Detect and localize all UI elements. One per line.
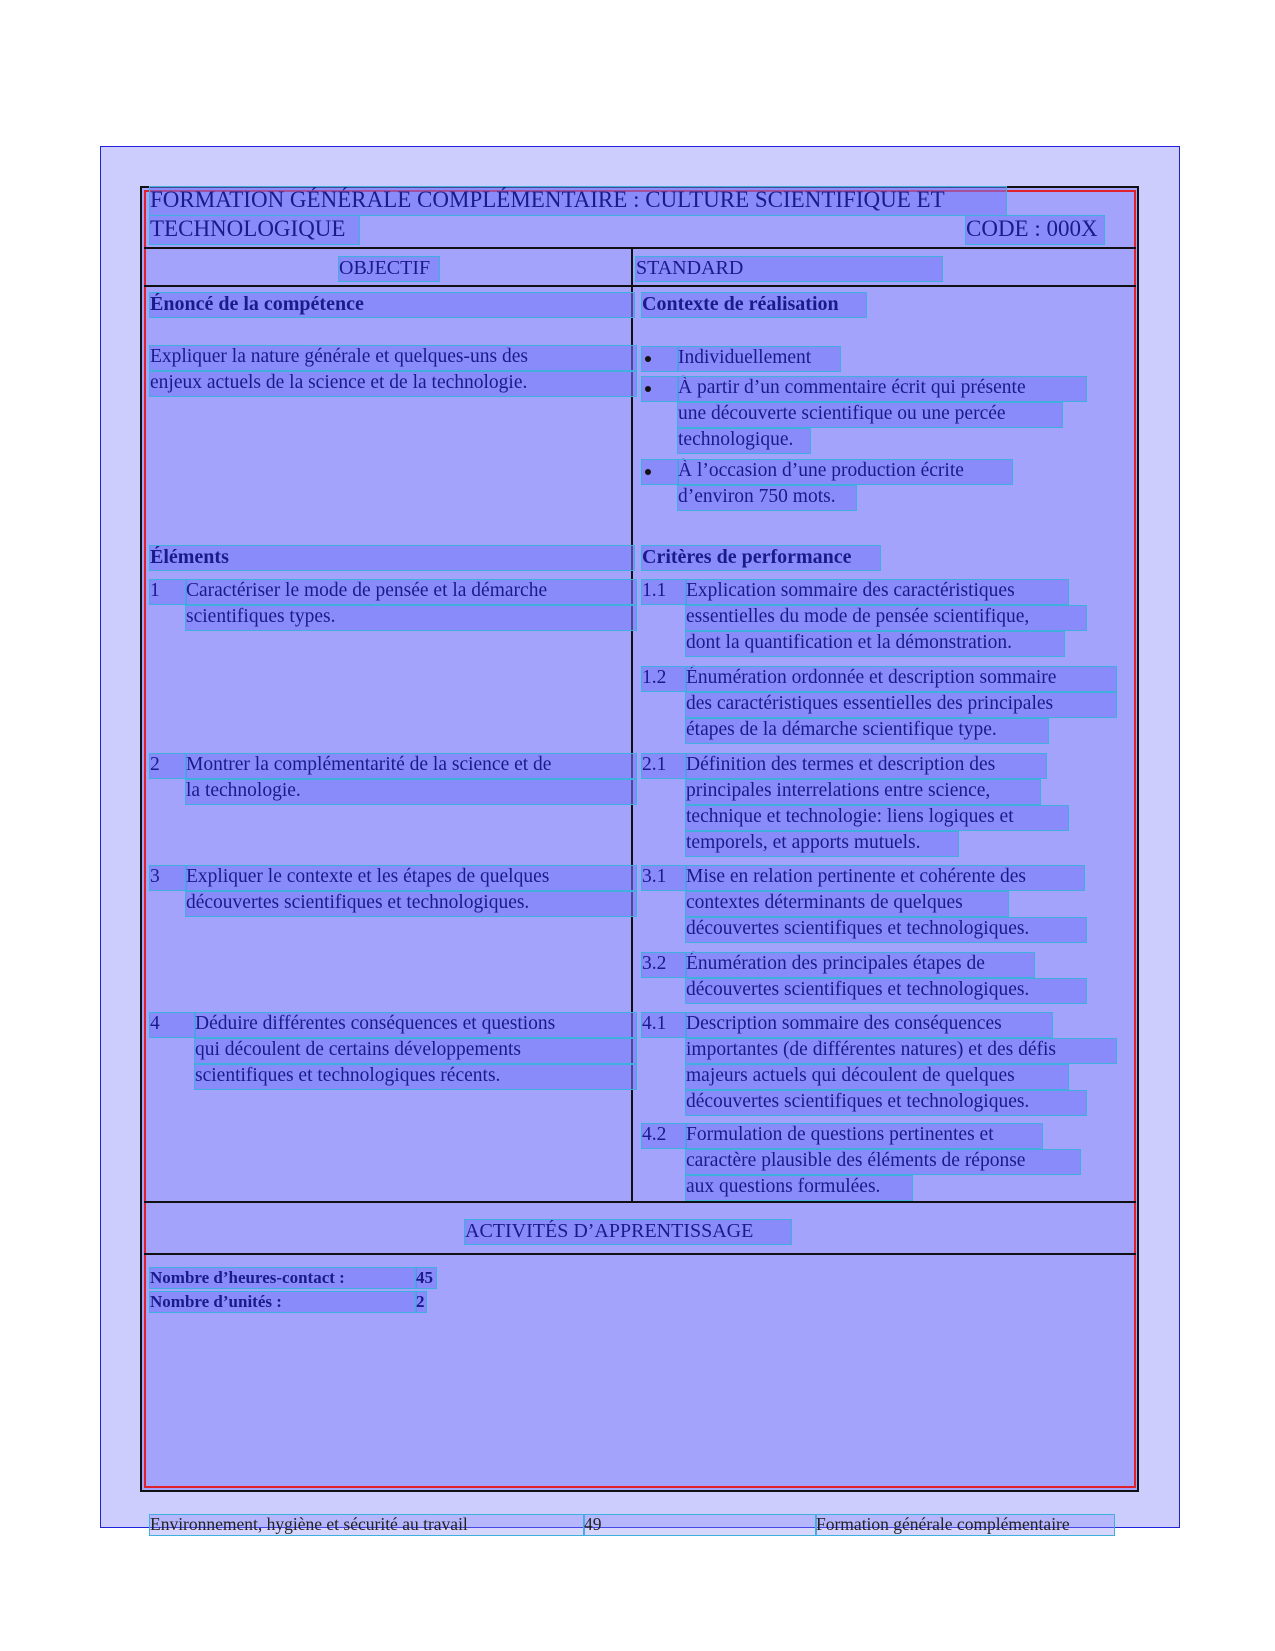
- criterion-text: importantes (de différentes natures) et des défis: [686, 1039, 1116, 1063]
- hours-value: 45: [416, 1268, 436, 1288]
- criterion-number: 3.2: [642, 953, 686, 977]
- criterion-text: découvertes scientifiques et technologiques.: [686, 918, 1086, 942]
- context-item: technologique.: [678, 429, 810, 453]
- elements-heading: Éléments: [150, 546, 634, 570]
- criterion-text: Description sommaire des conséquences: [686, 1013, 1052, 1037]
- criteria-heading: Critères de performance: [642, 546, 880, 570]
- criterion-number: 2.1: [642, 754, 686, 778]
- criterion-number: 4.2: [642, 1124, 686, 1148]
- rule-columns-bottom: [144, 285, 1136, 287]
- element-text: découvertes scientifiques et technologiques.: [186, 892, 636, 916]
- course-code: CODE : 000X: [966, 216, 1104, 244]
- context-item: d’environ 750 mots.: [678, 486, 856, 510]
- competence-text: enjeux actuels de la science et de la technologie.: [150, 372, 636, 396]
- element-text: Caractériser le mode de pensée et la démarche: [186, 580, 636, 604]
- activities-heading: ACTIVITÉS D’APPRENTISSAGE: [465, 1220, 791, 1244]
- column-heading-standard: STANDARD: [636, 257, 942, 281]
- context-heading: Contexte de réalisation: [642, 293, 866, 317]
- criterion-text: Énumération des principales étapes de: [686, 953, 1034, 977]
- rule-header-bottom: [144, 247, 1136, 249]
- bullet-icon: [645, 469, 651, 475]
- context-item: Individuellement: [678, 347, 840, 371]
- criterion-number: 1.2: [642, 667, 686, 691]
- rule-body-bottom: [144, 1201, 1136, 1203]
- criterion-text: Mise en relation pertinente et cohérente des: [686, 866, 1084, 890]
- criterion-number: 1.1: [642, 580, 686, 604]
- page-title-continued: TECHNOLOGIQUE: [150, 216, 359, 244]
- element-number: 1: [150, 580, 186, 604]
- column-heading-objectif: OBJECTIF: [339, 257, 439, 281]
- criterion-text: principales interrelations entre science,: [686, 780, 1040, 804]
- criterion-text: Formulation de questions pertinentes et: [686, 1124, 1042, 1148]
- criterion-text: caractère plausible des éléments de réponse: [686, 1150, 1080, 1174]
- bullet-icon: [645, 356, 651, 362]
- criterion-text: des caractéristiques essentielles des principales: [686, 693, 1116, 717]
- criterion-text: technique et technologie: liens logiques et: [686, 806, 1068, 830]
- units-value: 2: [416, 1292, 425, 1311]
- criterion-text: dont la quantification et la démonstration.: [686, 632, 1064, 656]
- criterion-number: 4.1: [642, 1013, 686, 1037]
- units-label: Nombre d’unités :: [150, 1292, 416, 1312]
- element-number: 2: [150, 754, 186, 778]
- element-number: 4: [150, 1013, 195, 1037]
- element-number: 3: [150, 866, 186, 890]
- criterion-text: majeurs actuels qui découlent de quelques: [686, 1065, 1068, 1089]
- criterion-text: découvertes scientifiques et technologiques.: [686, 1091, 1086, 1115]
- context-item: À l’occasion d’une production écrite: [678, 460, 1012, 484]
- bullet-icon: [645, 386, 651, 392]
- criterion-text: Énumération ordonnée et description sommaire: [686, 667, 1116, 691]
- rule-activities-bottom: [144, 1253, 1136, 1255]
- hours-label: Nombre d’heures-contact :: [150, 1268, 416, 1288]
- context-item: À partir d’un commentaire écrit qui présente: [678, 377, 1086, 401]
- criterion-text: découvertes scientifiques et technologiques.: [686, 979, 1086, 1003]
- criterion-text: aux questions formulées.: [686, 1176, 912, 1200]
- criterion-text: temporels, et apports mutuels.: [686, 832, 958, 856]
- criterion-text: étapes de la démarche scientifique type.: [686, 719, 1048, 743]
- element-text: Montrer la complémentarité de la science et de: [186, 754, 636, 778]
- element-text: scientifiques et technologiques récents.: [195, 1065, 636, 1089]
- element-text: qui découlent de certains développements: [195, 1039, 636, 1063]
- footer-page-number: 49: [584, 1515, 816, 1535]
- element-text: la technologie.: [186, 780, 636, 804]
- competence-text: Expliquer la nature générale et quelques-uns des: [150, 346, 636, 370]
- element-text: Déduire différentes conséquences et questions: [195, 1013, 636, 1037]
- footer-right: Formation générale complémentaire: [816, 1515, 1114, 1535]
- criterion-number: 3.1: [642, 866, 686, 890]
- competence-heading: Énoncé de la compétence: [150, 293, 634, 317]
- criterion-text: Définition des termes et description des: [686, 754, 1046, 778]
- criterion-text: contextes déterminants de quelques: [686, 892, 1008, 916]
- element-text: Expliquer le contexte et les étapes de quelques: [186, 866, 636, 890]
- context-item: une découverte scientifique ou une percée: [678, 403, 1062, 427]
- criterion-text: essentielles du mode de pensée scientifique,: [686, 606, 1086, 630]
- footer-left: Environnement, hygiène et sécurité au travail: [150, 1515, 584, 1535]
- element-text: scientifiques types.: [186, 606, 636, 630]
- page-title: FORMATION GÉNÉRALE COMPLÉMENTAIRE : CULTURE SCIENTIFIQUE ET: [150, 187, 1006, 215]
- criterion-text: Explication sommaire des caractéristiques: [686, 580, 1068, 604]
